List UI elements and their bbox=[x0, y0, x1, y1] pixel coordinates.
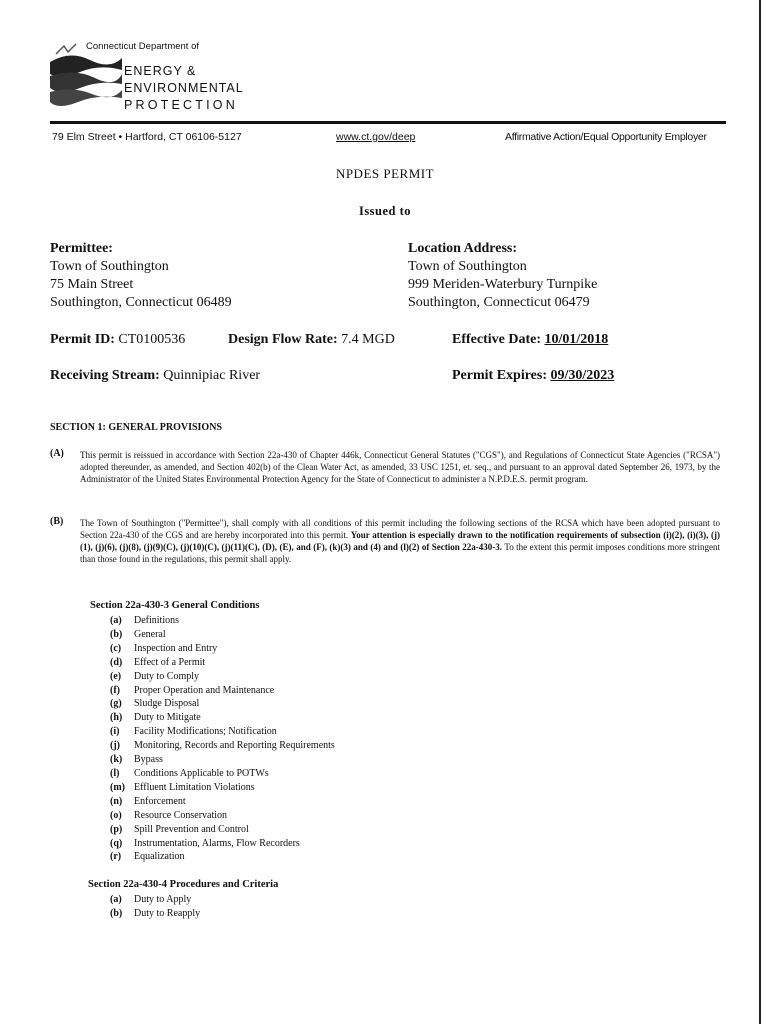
receiving-stream-value: Quinnipiac River bbox=[163, 368, 261, 383]
list-item-letter: (r) bbox=[110, 851, 122, 863]
list-item-text: Duty to Apply bbox=[134, 894, 192, 905]
list-item-text: Inspection and Entry bbox=[134, 642, 218, 654]
permittee-line: Town of Southington bbox=[50, 259, 169, 274]
conditions-4-heading: Section 22a-430-4 Procedures and Criteria bbox=[88, 879, 279, 890]
list-item-text: Facility Modifications; Notification bbox=[134, 726, 277, 738]
list-item-letter: (j) bbox=[110, 740, 120, 752]
list-item-letter: (d) bbox=[110, 656, 123, 668]
list-item-text: Sludge Disposal bbox=[134, 698, 200, 710]
brand-line-3: PROTECTION bbox=[124, 98, 238, 112]
list-item bbox=[110, 809, 335, 823]
list-item-letter: (k) bbox=[110, 754, 123, 766]
design-flow-label: Design Flow Rate: bbox=[228, 332, 338, 347]
list-item-text: Proper Operation and Maintenance bbox=[134, 684, 275, 696]
list-item-letter: (b) bbox=[110, 628, 123, 640]
header-address: 79 Elm Street • Hartford, CT 06106-5127 bbox=[52, 131, 242, 143]
list-item bbox=[110, 850, 335, 864]
paragraph-a-label: (A) bbox=[50, 448, 64, 459]
list-item bbox=[110, 614, 335, 628]
list-item-letter: (l) bbox=[110, 767, 120, 779]
effective-date bbox=[452, 332, 608, 348]
section-heading: SECTION 1: GENERAL PROVISIONS bbox=[50, 422, 222, 433]
location-line: 999 Meriden-Waterbury Turnpike bbox=[408, 277, 598, 292]
paragraph-b-bold: Your attention is especially drawn to the notification requirements of subsection (i)(2), (i)(3), (j)(1), (j)(6), (j)(8), (j)(9)(C), (j)(10)(C), (j)(11)(C), (D), (E), and (F), (k)(3) and (4) and (l)(2) of Section 22a-430-3. bbox=[80, 530, 721, 552]
conditions-4-list bbox=[110, 893, 200, 921]
list-item bbox=[110, 628, 335, 642]
permit-expires-value: 09/30/2023 bbox=[550, 368, 615, 383]
list-item-text: Monitoring, Records and Reporting Requirements bbox=[134, 740, 335, 752]
list-item bbox=[110, 753, 335, 767]
document-title: NPDES PERMIT bbox=[335, 166, 435, 181]
list-item bbox=[110, 739, 335, 753]
issued-to: Issued to bbox=[358, 204, 412, 218]
permit-expires bbox=[452, 368, 614, 384]
list-item-letter: (p) bbox=[110, 823, 123, 835]
list-item bbox=[110, 697, 335, 711]
header-rule bbox=[50, 121, 726, 124]
list-item-text: Enforcement bbox=[134, 795, 186, 807]
effective-date-label: Effective Date: bbox=[452, 332, 542, 347]
list-item bbox=[110, 711, 335, 725]
header-employer: Affirmative Action/Equal Opportunity Employer bbox=[505, 131, 707, 143]
list-item-text: Duty to Mitigate bbox=[134, 712, 201, 724]
permit-id-label: Permit ID: bbox=[50, 332, 115, 347]
list-item-text: General bbox=[134, 628, 166, 640]
paragraph-b-label: (B) bbox=[50, 516, 64, 527]
brand-line-2: ENVIRONMENTAL bbox=[124, 81, 244, 95]
paragraph-a: This permit is reissued in accordance with Section 22a-430 of Chapter 446k, Connecticut General Statutes ("CGS"), and Regulations of Connecticut State Agencies ("RCSA") adopted thereunder, as amended, and Section 402(b) of the Clean Water Act, as amended, 33 USC 1251, et. seq., and pursuant to an approval dated September 26, 1973, by the Administrator of the United States Environmental Protection Agency for the State of Connecticut to administer a N.P.D.E.S. permit program. bbox=[80, 450, 720, 484]
location-line: Southington, Connecticut 06479 bbox=[408, 295, 590, 310]
paragraph-b-text-2: To the extent this permit imposes conditions more stringent than those found in the regulations, this permit shall apply. bbox=[80, 542, 720, 564]
receiving-stream bbox=[50, 368, 260, 384]
list-item bbox=[110, 656, 335, 670]
list-item-text: Conditions Applicable to POTWs bbox=[134, 767, 269, 779]
list-item-text: Effect of a Permit bbox=[134, 656, 206, 668]
list-item bbox=[110, 893, 200, 907]
list-item bbox=[110, 670, 335, 684]
list-item bbox=[110, 781, 335, 795]
list-item-letter: (q) bbox=[110, 837, 123, 849]
permit-expires-label: Permit Expires: bbox=[452, 368, 547, 383]
list-item bbox=[110, 642, 335, 656]
conditions-3-heading: Section 22a-430-3 General Conditions bbox=[90, 600, 260, 611]
list-item-text: Bypass bbox=[134, 754, 163, 766]
list-item-letter: (n) bbox=[110, 795, 123, 807]
list-item-letter: (h) bbox=[110, 712, 123, 724]
list-item bbox=[110, 725, 335, 739]
location-label: Location Address: bbox=[408, 241, 518, 256]
permit-id-value: CT0100536 bbox=[118, 332, 186, 347]
list-item-text: Effluent Limitation Violations bbox=[134, 781, 255, 793]
page-edge bbox=[759, 0, 761, 1024]
list-item-letter: (f) bbox=[110, 684, 120, 696]
list-item bbox=[110, 907, 200, 921]
list-item-letter: (a) bbox=[110, 615, 122, 626]
list-item-letter: (g) bbox=[110, 698, 122, 710]
receiving-stream-label: Receiving Stream: bbox=[50, 368, 160, 383]
list-item-text: Spill Prevention and Control bbox=[134, 823, 249, 835]
effective-date-value: 10/01/2018 bbox=[544, 332, 609, 347]
design-flow-value: 7.4 MGD bbox=[341, 332, 395, 347]
list-item bbox=[110, 684, 335, 698]
list-item-letter: (o) bbox=[110, 809, 122, 821]
list-item-letter: (b) bbox=[110, 907, 123, 919]
list-item-letter: (i) bbox=[110, 726, 120, 738]
permit-id bbox=[50, 332, 185, 348]
location-block bbox=[408, 240, 597, 312]
list-item-letter: (m) bbox=[110, 781, 125, 793]
list-item-text: Duty to Comply bbox=[134, 670, 200, 682]
list-item bbox=[110, 767, 335, 781]
list-item-letter: (e) bbox=[110, 670, 122, 682]
list-item-letter: (c) bbox=[110, 642, 122, 654]
conditions-3-list bbox=[110, 614, 335, 864]
brand-line-1: ENERGY & bbox=[124, 64, 197, 78]
list-item-text: Definitions bbox=[134, 615, 179, 626]
permittee-label: Permittee: bbox=[50, 241, 113, 256]
location-line: Town of Southington bbox=[408, 259, 527, 274]
permittee-line: 75 Main Street bbox=[50, 277, 134, 292]
list-item-letter: (a) bbox=[110, 894, 122, 905]
paragraph-b bbox=[80, 517, 720, 565]
list-item-text: Duty to Reapply bbox=[134, 907, 201, 919]
list-item bbox=[110, 837, 335, 851]
design-flow bbox=[228, 332, 395, 348]
list-item-text: Instrumentation, Alarms, Flow Recorders bbox=[134, 837, 300, 849]
list-item-text: Equalization bbox=[134, 851, 185, 863]
permittee-block bbox=[50, 240, 232, 312]
paragraph-b-text: The Town of Southington ("Permittee"), shall comply with all conditions of this permit including the following sections of the RCSA which have been adopted pursuant to Section 22a-430 of the CGS and are hereby incorporated into this permit. bbox=[80, 518, 720, 540]
list-item bbox=[110, 795, 335, 809]
header-website-link[interactable]: www.ct.gov/deep bbox=[336, 131, 416, 143]
list-item bbox=[110, 823, 335, 837]
list-item-text: Resource Conservation bbox=[134, 809, 228, 821]
permittee-line: Southington, Connecticut 06489 bbox=[50, 295, 232, 310]
department-name: Connecticut Department of bbox=[86, 41, 200, 52]
